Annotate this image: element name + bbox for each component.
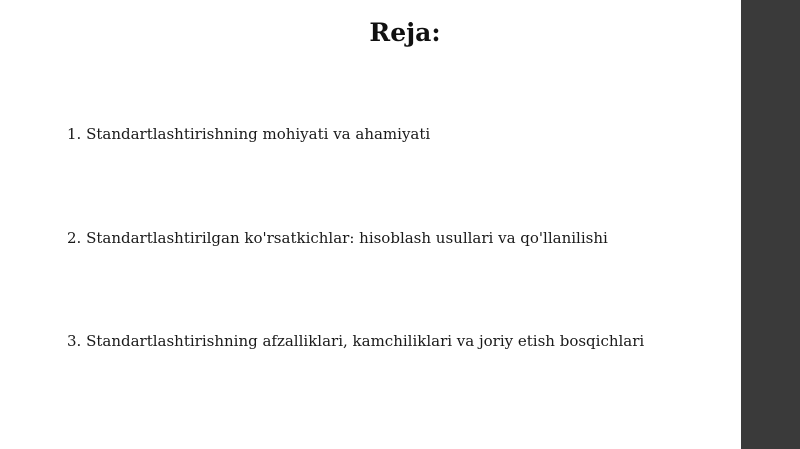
slide-title: Reja: <box>369 18 441 47</box>
plan-item-3: 3. Standartlashtirishning afzalliklari, kamchiliklari va joriy etish bosqichlari <box>67 332 645 350</box>
plan-item-1: 1. Standartlashtirishning mohiyati va ahamiyati <box>67 125 431 143</box>
side-panel <box>741 0 800 449</box>
plan-item-2: 2. Standartlashtirilgan ko'rsatkichlar: hisoblash usullari va qo'llanilishi <box>67 229 608 247</box>
